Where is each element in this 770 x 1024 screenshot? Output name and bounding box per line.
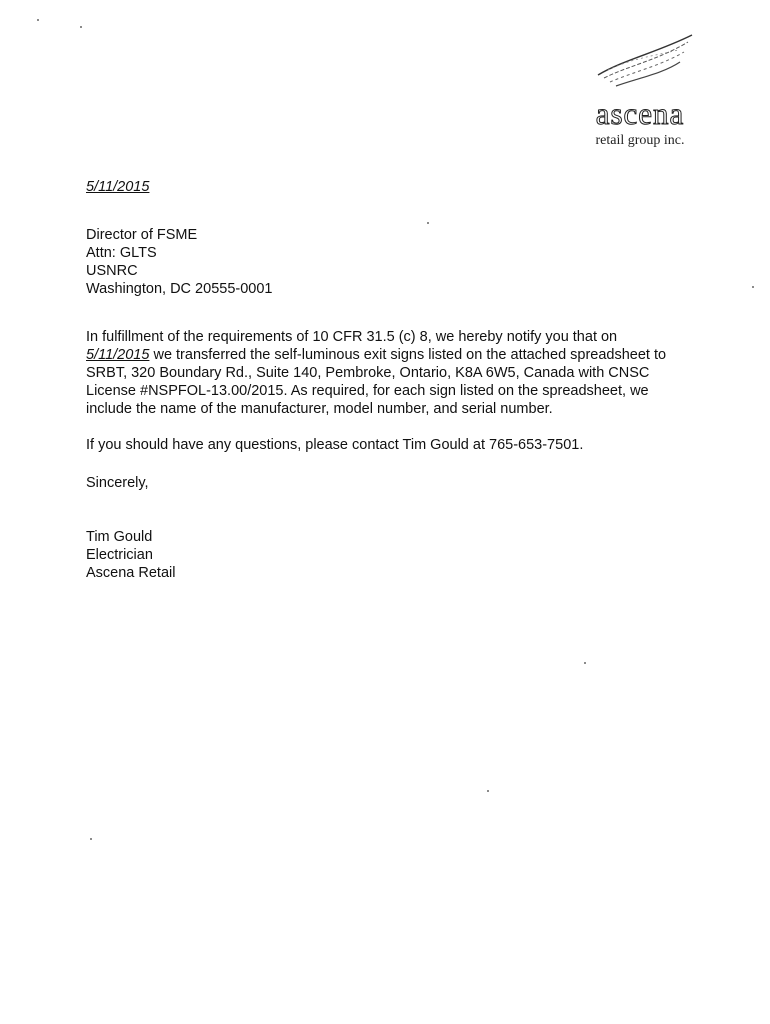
scan-speck: [80, 26, 82, 28]
contact-paragraph: If you should have any questions, please contact Tim Gould at 765-653-7501.: [86, 437, 584, 453]
recipient-line: Director of FSME: [86, 227, 198, 243]
company-logo: [588, 30, 698, 148]
scan-speck: [37, 19, 39, 21]
scan-speck: [90, 838, 92, 840]
signer-title: Electrician: [86, 547, 153, 563]
scan-speck: [752, 286, 754, 288]
scan-speck: [584, 662, 586, 664]
recipient-line: Attn: GLTS: [86, 245, 157, 261]
swoosh-icon: [588, 30, 698, 100]
signer-company: Ascena Retail: [86, 565, 176, 581]
body-paragraph: [86, 328, 686, 418]
recipient-address: [86, 226, 686, 298]
signer-name: Tim Gould: [86, 529, 153, 545]
logo-wordmark: ascena: [595, 96, 685, 131]
recipient-line: USNRC: [86, 263, 138, 279]
letter-date: 5/11/2015: [86, 179, 150, 195]
body-intro: In fulfillment of the requirements of 10 CFR 31.5 (c) 8, we hereby notify you that on: [86, 329, 618, 345]
closing: Sincerely,: [86, 475, 149, 491]
logo-subtitle: retail group inc.: [595, 133, 685, 148]
scan-speck: [427, 222, 429, 224]
body-date: 5/11/2015: [86, 347, 150, 363]
body-text: we transferred the self-luminous exit signs listed on the attached spreadsheet to SRBT, 320 Boundary Rd., Suite 140, Pembroke, Ontario, K8A 6W5, Canada with CNSC License #NSPFOL-13.00/2015. As required, for each sign listed on the spreadsheet, we include the name of the manufacturer, model number, and serial number.: [86, 347, 667, 417]
recipient-line: Washington, DC 20555-0001: [86, 281, 273, 297]
letter-body: [86, 178, 686, 582]
signature-block: [86, 528, 686, 582]
scan-speck: [487, 790, 489, 792]
